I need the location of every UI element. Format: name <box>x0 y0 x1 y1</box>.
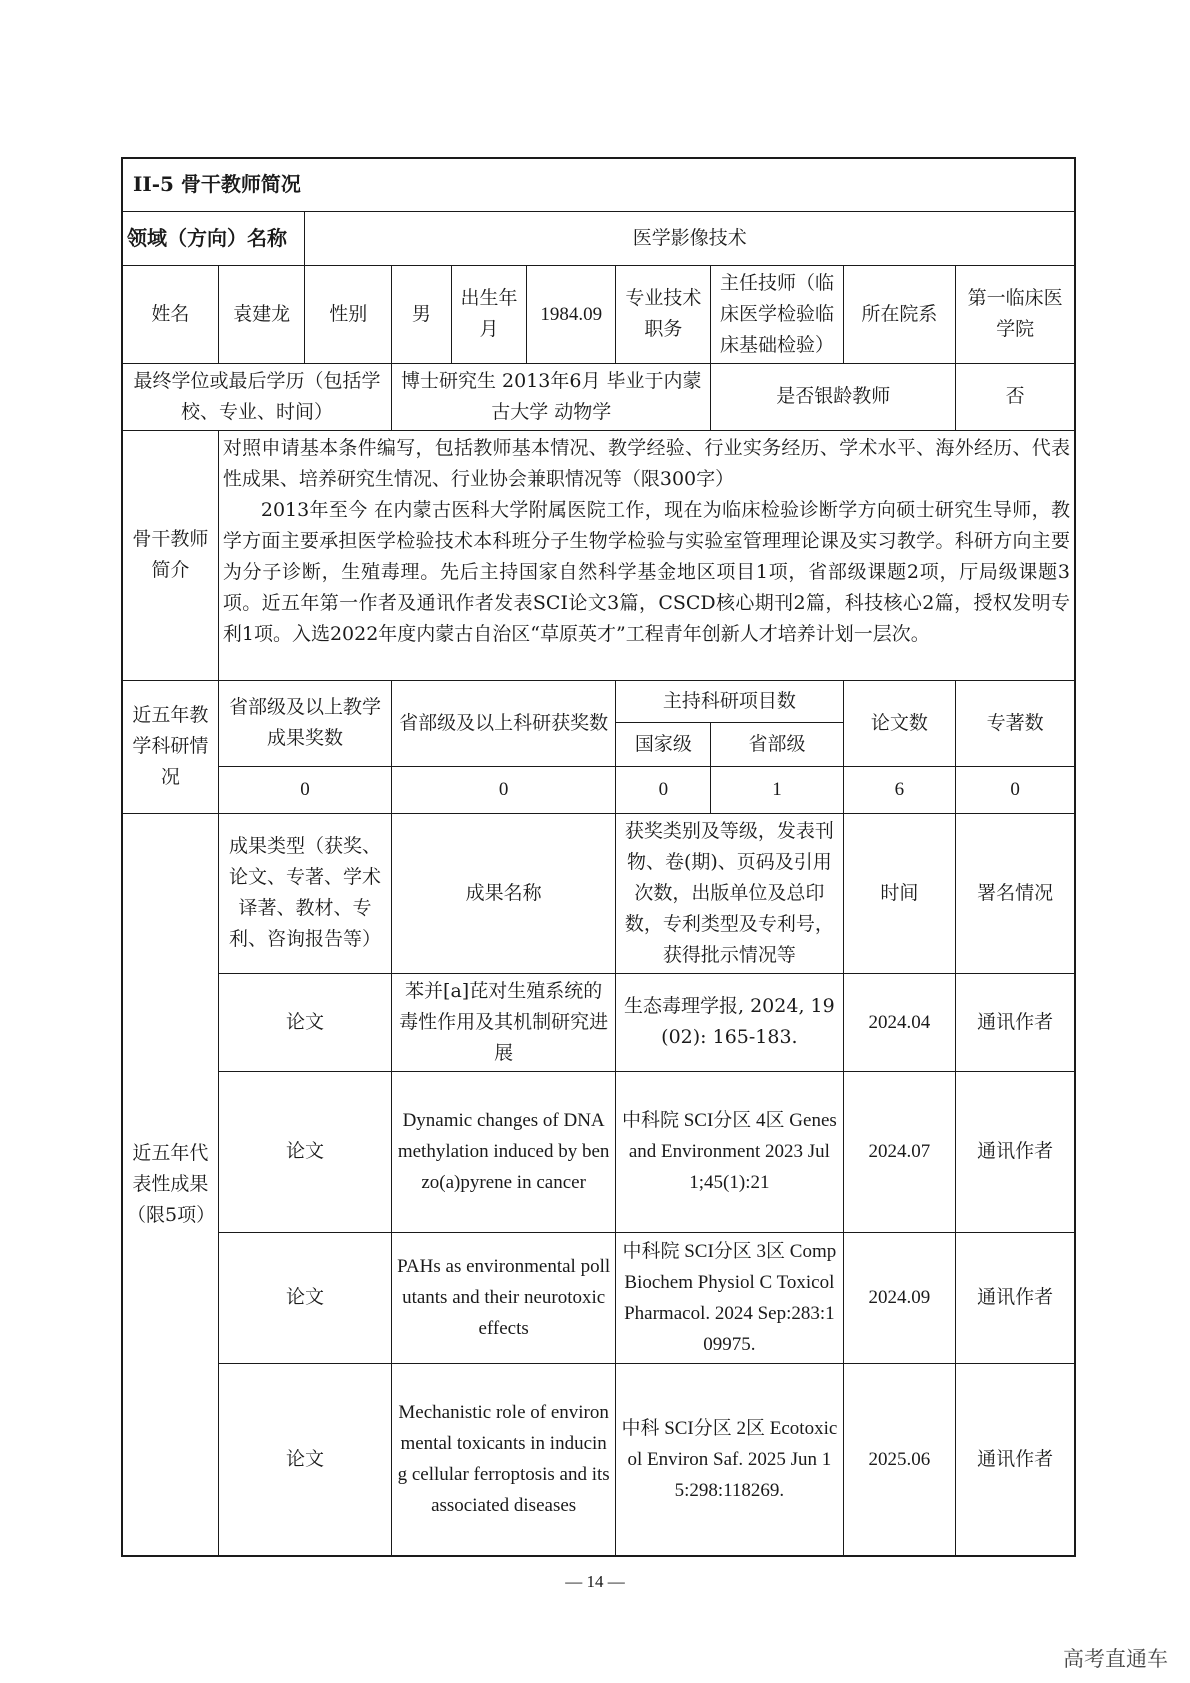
title-label: 专业技术职务 <box>616 265 711 363</box>
silver-teacher-value: 否 <box>956 363 1075 430</box>
birth-label: 出生年月 <box>451 265 527 363</box>
stats-value-research-award: 0 <box>392 766 616 813</box>
achievement-detail: 生态毒理学报, 2024, 19(02): 165-183. <box>616 973 843 1071</box>
achievement-name: 苯并[a]芘对生殖系统的毒性作用及其机制研究进展 <box>392 973 616 1071</box>
achievement-type: 论文 <box>218 1071 391 1232</box>
stats-header-papers: 论文数 <box>843 680 956 766</box>
achievement-detail: 中科 SCI分区 2区 Ecotoxicol Environ Saf. 2025 Jun 15:298:118269. <box>616 1363 843 1556</box>
dept-value: 第一临床医学院 <box>956 265 1075 363</box>
silver-teacher-label: 是否银龄教师 <box>711 363 956 430</box>
bio-text: 2013年至今 在内蒙古医科大学附属医院工作，现在为临床检验诊断学方向硕士研究生导师，教学方面主要承担医学检验技术本科班分子生物学检验与实验室管理理论课及实习教学。科研方向主要为分子诊断，生殖毒理。先后主持国家自然科学基金地区项目1项，省部级课题2项，厅局级课题3项。近五年第一作者及通讯作者发表SCI论文3篇，CSCD核心期刊2篇，科技核心2篇，授权发明专利1项。入选2022年度内蒙古自治区“草原英才”工程青年创新人才培养计划一层次。 <box>222 498 1070 645</box>
achievements-header-sign: 署名情况 <box>956 813 1075 973</box>
stats-header-books: 专著数 <box>956 680 1075 766</box>
achievement-name: PAHs as environmental pollutants and their neurotoxic effects <box>392 1232 616 1363</box>
stats-value-teaching-award: 0 <box>218 766 391 813</box>
achievement-detail: 中科院 SCI分区 4区 Genes and Environment 2023 Jul 1;45(1):21 <box>616 1071 843 1232</box>
stats-label: 近五年教学科研情况 <box>122 680 218 813</box>
stats-header-national: 国家级 <box>616 722 711 766</box>
name-value: 袁建龙 <box>218 265 305 363</box>
field-value: 医学影像技术 <box>305 211 1075 265</box>
education-value: 博士研究生 2013年6月 毕业于内蒙古大学 动物学 <box>392 363 711 430</box>
bio-cell <box>218 430 1075 680</box>
stats-value-national: 0 <box>616 766 711 813</box>
achievements-header-name: 成果名称 <box>392 813 616 973</box>
gender-label: 性别 <box>305 265 392 363</box>
stats-header-projects: 主持科研项目数 <box>616 680 843 722</box>
birth-value: 1984.09 <box>527 265 616 363</box>
table-row <box>122 1232 1075 1363</box>
achievement-type: 论文 <box>218 1363 391 1556</box>
achievement-name: Mechanistic role of environmental toxicants in inducing cellular ferroptosis and its associated diseases <box>392 1363 616 1556</box>
achievement-sign: 通讯作者 <box>956 973 1075 1071</box>
stats-header-research-award: 省部级及以上科研获奖数 <box>392 680 616 766</box>
name-label: 姓名 <box>122 265 218 363</box>
page-number: — 14 — <box>565 1572 625 1591</box>
stats-header-teaching-award: 省部级及以上教学成果奖数 <box>218 680 391 766</box>
achievements-label: 近五年代表性成果（限5项） <box>122 813 218 1556</box>
achievement-type: 论文 <box>218 1232 391 1363</box>
achievement-detail: 中科院 SCI分区 3区 Comp Biochem Physiol C Toxicol Pharmacol. 2024 Sep:283:109975. <box>616 1232 843 1363</box>
achievement-sign: 通讯作者 <box>956 1363 1075 1556</box>
title-value: 主任技师（临床医学检验临床基础检验） <box>711 265 843 363</box>
teacher-profile-table <box>121 157 1076 1557</box>
stats-header-provincial: 省部级 <box>711 722 843 766</box>
table-row <box>122 1071 1075 1232</box>
dept-label: 所在院系 <box>843 265 956 363</box>
table-row <box>122 1363 1075 1556</box>
section-title: II-5 骨干教师简况 <box>122 158 1075 211</box>
education-label: 最终学位或最后学历（包括学校、专业、时间） <box>122 363 392 430</box>
stats-value-papers: 6 <box>843 766 956 813</box>
achievement-sign: 通讯作者 <box>956 1232 1075 1363</box>
achievements-header-type: 成果类型（获奖、论文、专著、学术译著、教材、专利、咨询报告等） <box>218 813 391 973</box>
achievement-time: 2024.04 <box>843 973 956 1071</box>
stats-value-books: 0 <box>956 766 1075 813</box>
achievements-header-detail: 获奖类别及等级，发表刊物、卷(期)、页码及引用次数，出版单位及总印数，专利类型及专利号，获得批示情况等 <box>616 813 843 973</box>
achievement-time: 2025.06 <box>843 1363 956 1556</box>
watermark: 高考直通车 <box>1063 1647 1168 1671</box>
table-row <box>122 973 1075 1071</box>
achievement-name: Dynamic changes of DNA methylation induced by benzo(a)pyrene in cancer <box>392 1071 616 1232</box>
achievement-time: 2024.09 <box>843 1232 956 1363</box>
achievement-type: 论文 <box>218 973 391 1071</box>
achievement-sign: 通讯作者 <box>956 1071 1075 1232</box>
achievements-header-time: 时间 <box>843 813 956 973</box>
bio-instruction: 对照申请基本条件编写，包括教师基本情况、教学经验、行业实务经历、学术水平、海外经历、代表性成果、培养研究生情况、行业协会兼职情况等（限300字） <box>222 436 1070 490</box>
gender-value: 男 <box>392 265 452 363</box>
stats-value-provincial: 1 <box>711 766 843 813</box>
field-label: 领域（方向）名称 <box>122 211 305 265</box>
achievement-time: 2024.07 <box>843 1071 956 1232</box>
bio-label: 骨干教师简介 <box>122 430 218 680</box>
